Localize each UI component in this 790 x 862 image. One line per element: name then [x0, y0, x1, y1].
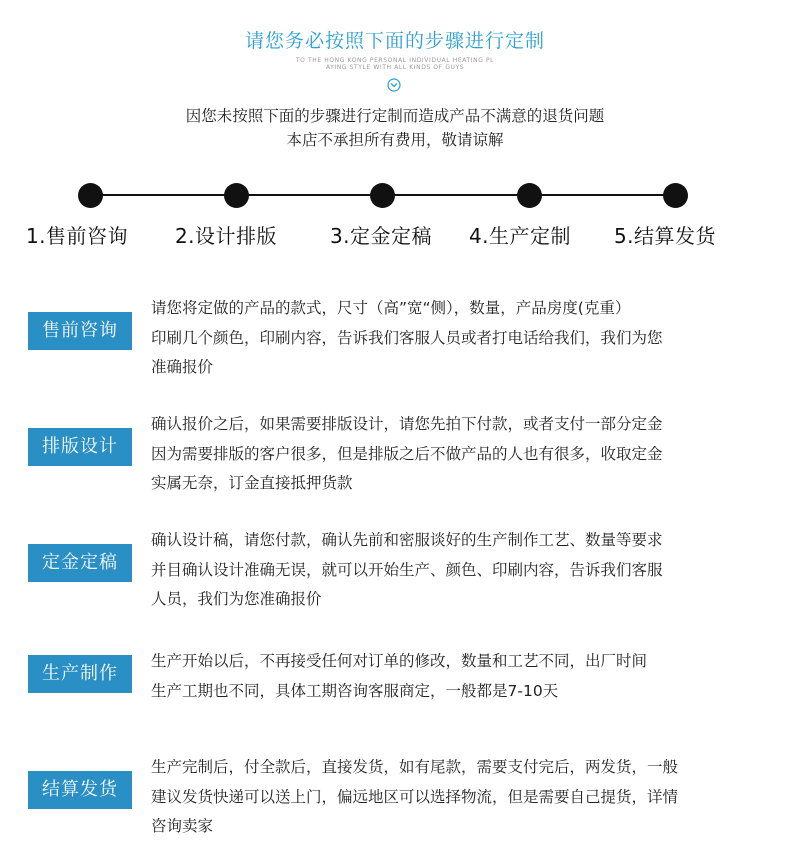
step-label-5: 5.结算发货 [613, 224, 717, 248]
desc-line: 建议发货快递可以送上门，偏远地区可以选择物流，但是需要自己提货，详情 [151, 787, 679, 806]
desc-line: 实属无奈，订金直接抵押货款 [151, 474, 353, 492]
process-timeline [0, 180, 790, 260]
desc-production [151, 647, 771, 706]
subtitle-line-1: TO THE HONG KONG PERSONAL INDIVIDUAL HEATING PL [295, 57, 495, 64]
timeline-dot-5 [663, 183, 688, 208]
desc-line: 并目确认设计准确无误，就可以开始生产、颜色、印刷内容，告诉我们客服 [151, 560, 663, 579]
notice-line-2: 本店不承担所有费用，敬请谅解 [286, 131, 504, 149]
badge-deposit: 定金定稿 [28, 544, 132, 582]
desc-line: 准确报价 [151, 358, 214, 376]
desc-deposit [151, 526, 771, 615]
chevron-down-icon [387, 78, 401, 92]
step-label-1: 1.售前咨询 [25, 224, 129, 248]
desc-line: 印刷几个颜色，印刷内容，告诉我们客服人员或者打电话给我们，我们为您 [151, 328, 663, 347]
notice-line-1: 因您未按照下面的步骤进行定制而造成产品不满意的退货问题 [185, 107, 605, 125]
desc-line: 确认设计稿，请您付款，确认先前和密服谈好的生产制作工艺、数量等要求 [151, 531, 663, 549]
step-label-2: 2.设计排版 [174, 224, 278, 248]
badge-production: 生产制作 [28, 655, 132, 693]
step-label-3: 3.定金定稿 [329, 224, 433, 248]
desc-line: 生产工期也不同，具体工期咨询客服商定，一般都是7-10天 [151, 681, 559, 700]
timeline-dot-1 [78, 183, 103, 208]
desc-line: 生产开始以后，不再接受任何对订单的修改，数量和工艺不同，出厂时间 [151, 652, 648, 670]
notice [0, 104, 790, 152]
desc-line: 生产完制后，付全款后，直接发货，如有尾款，需要支付完后，两发货，一般 [151, 758, 679, 776]
page-subtitle [0, 57, 790, 71]
badge-layout: 排版设计 [28, 428, 132, 466]
badge-presale: 售前咨询 [28, 312, 132, 350]
desc-line: 人员，我们为您准确报价 [151, 590, 322, 608]
desc-settlement [151, 753, 771, 842]
subtitle-line-2: AYING STYLE WITH ALL KINDS OF GUYS [325, 64, 465, 71]
timeline-dot-4 [517, 183, 542, 208]
desc-line: 请您将定做的产品的款式，尺寸（高”宽“侧），数量，产品房度(克重） [151, 299, 631, 317]
desc-line: 确认报价之后，如果需要排版设计，请您先拍下付款，或者支付一部分定金 [151, 415, 663, 433]
badge-settlement: 结算发货 [28, 771, 132, 809]
desc-layout [151, 410, 771, 499]
desc-line: 因为需要排版的客户很多，但是排版之后不做产品的人也有很多，收取定金 [151, 444, 663, 463]
timeline-dot-2 [224, 183, 249, 208]
page-title: 请您务必按照下面的步骤进行定制 [244, 30, 545, 52]
timeline-dot-3 [370, 183, 395, 208]
step-label-4: 4.生产定制 [468, 224, 572, 248]
desc-presale [151, 294, 771, 383]
desc-line: 咨询卖家 [151, 817, 214, 835]
